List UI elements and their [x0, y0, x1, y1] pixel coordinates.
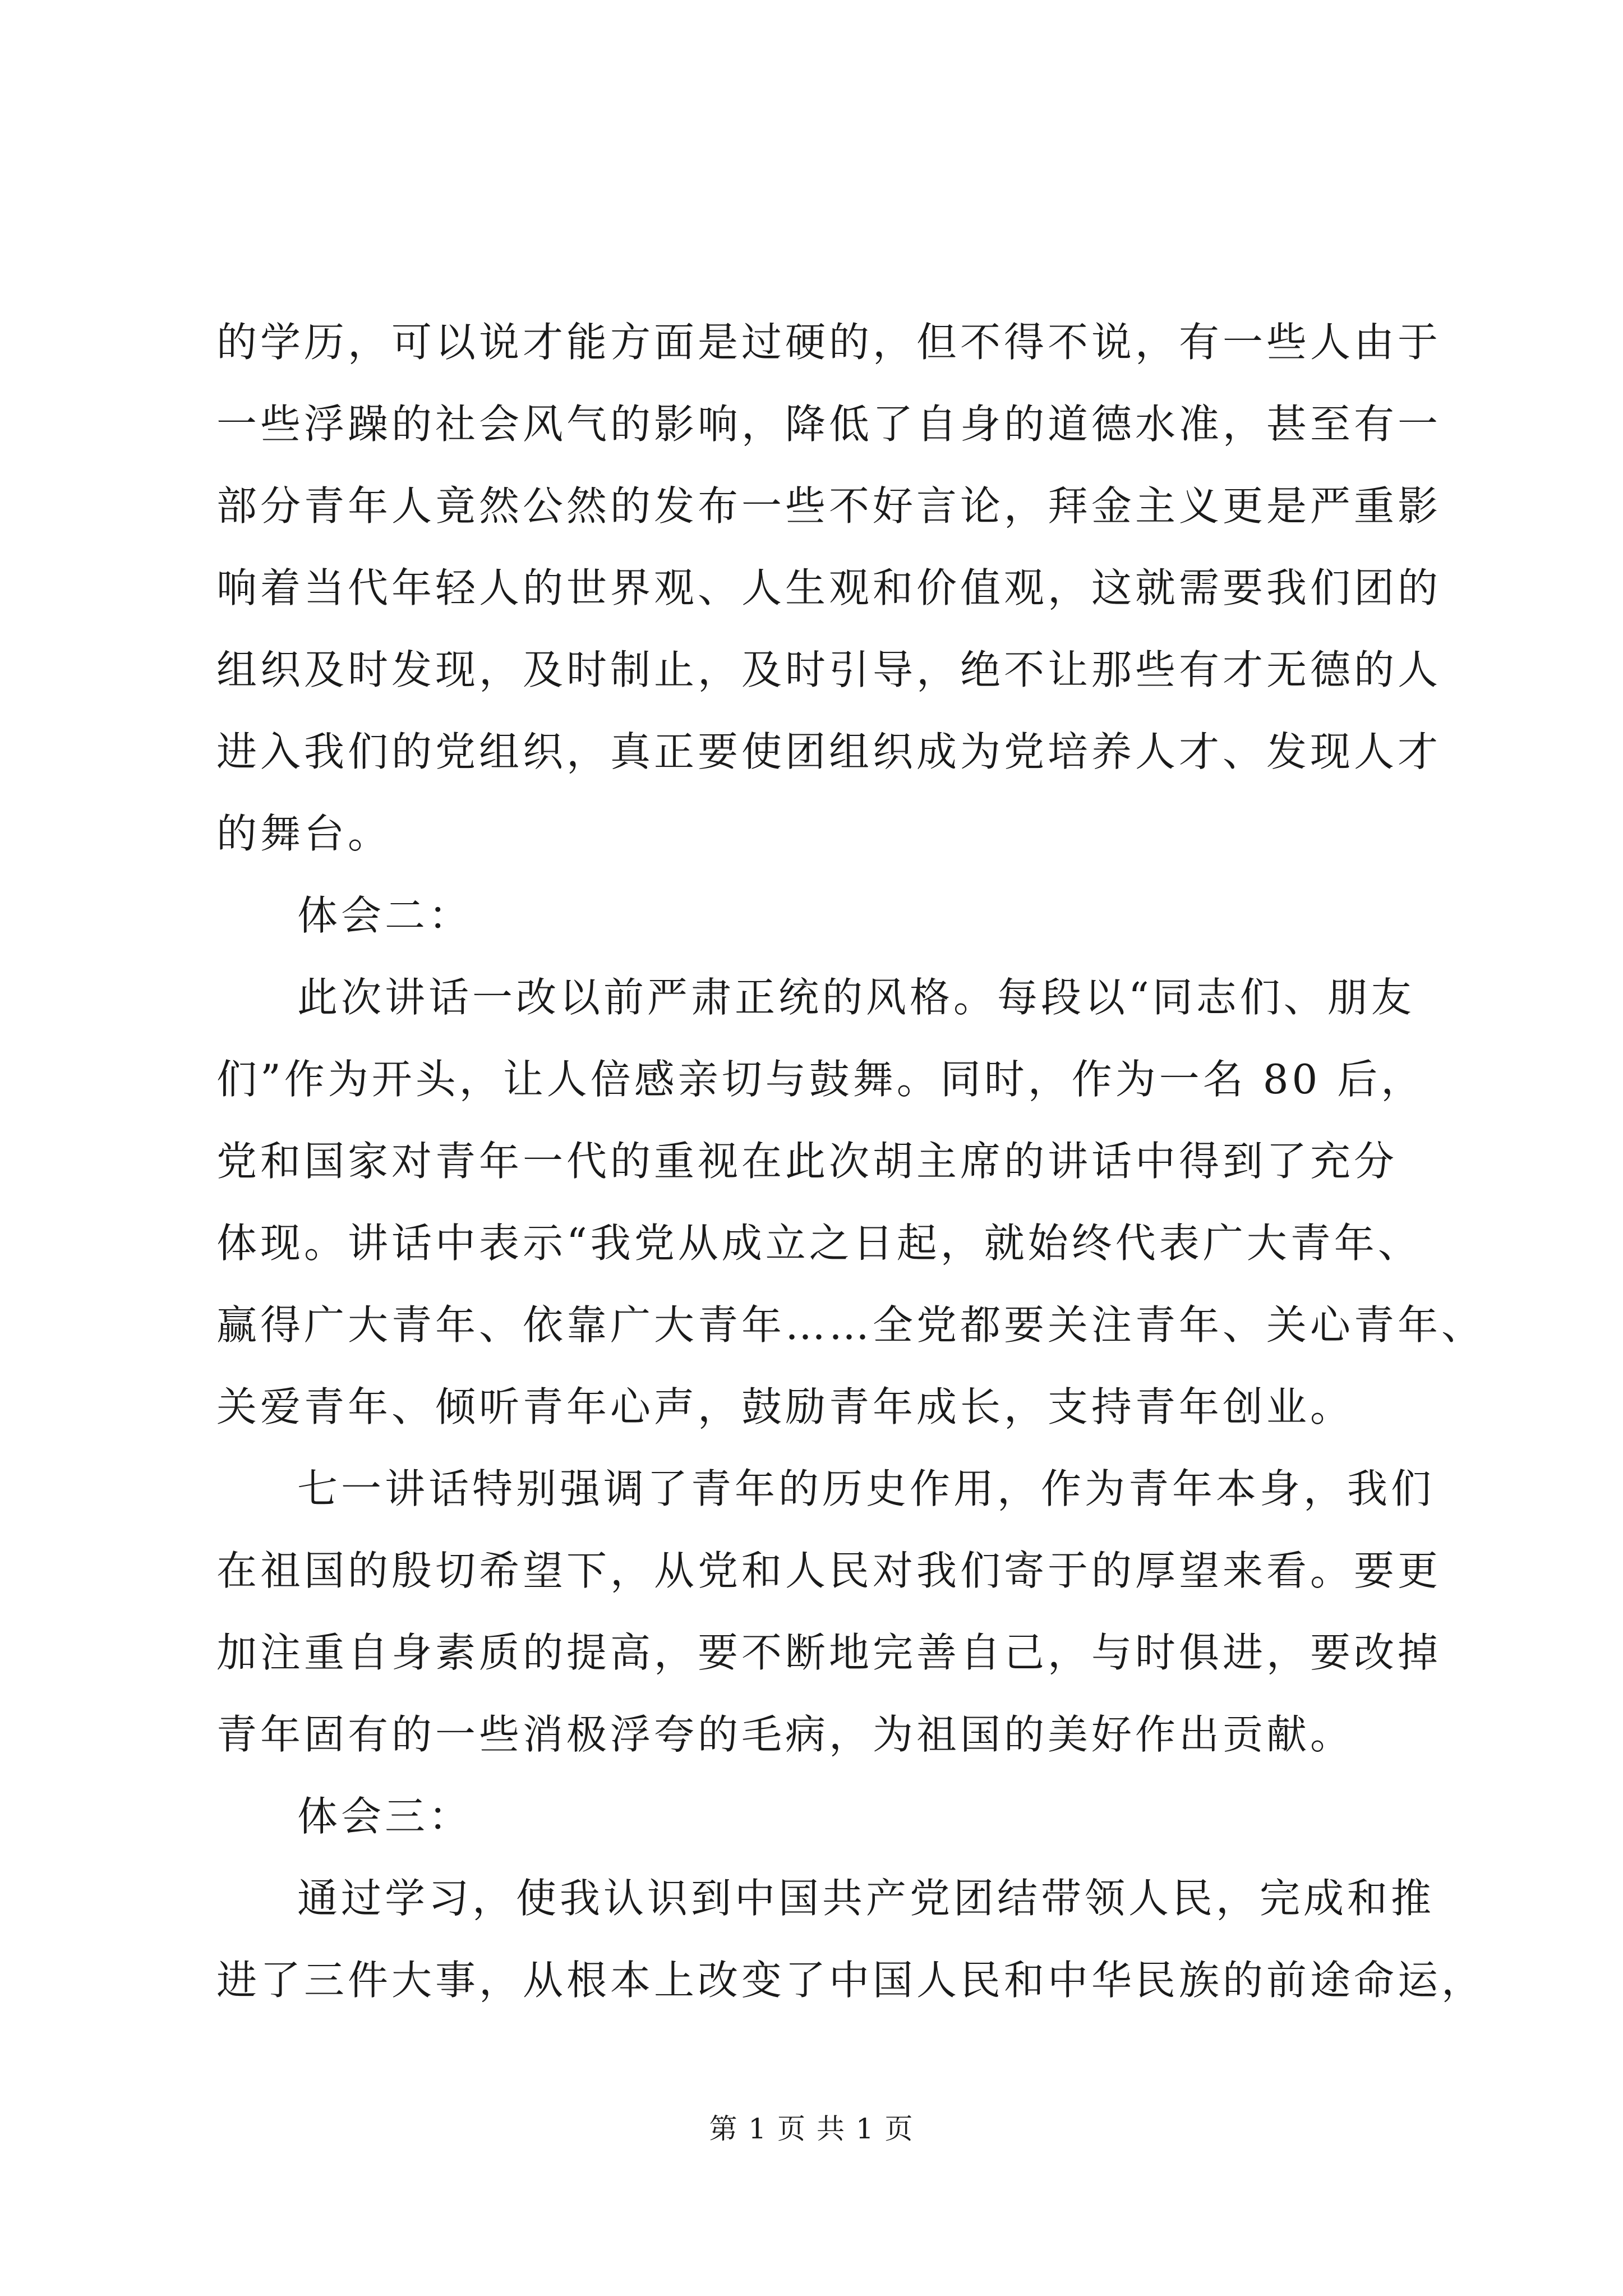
text-line: 响着当代年轻人的世界观、人生观和价值观，这就需要我们团的 — [216, 564, 1442, 611]
text-line: 部分青年人竟然公然的发布一些不好言论，拜金主义更是严重影 — [216, 482, 1442, 530]
text-line: 七一讲话特别强调了青年的历史作用，作为青年本身，我们 — [297, 1465, 1435, 1512]
text-line: 的舞台。 — [216, 810, 392, 857]
text-line: 的学历，可以说才能方面是过硬的，但不得不说，有一些人由于 — [216, 319, 1442, 366]
text-line: 们”作为开头，让人倍感亲切与鼓舞。同时，作为一名 80 后， — [216, 1056, 1425, 1103]
text-line: 组织及时发现，及时制止，及时引导，绝不让那些有才无德的人 — [216, 646, 1442, 693]
section-heading: 体会三： — [297, 1793, 473, 1840]
text-line: 体现。讲话中表示“我党从成立之日起，就始终代表广大青年、 — [216, 1220, 1422, 1267]
text-line: 赢得广大青年、依靠广大青年……全党都要关注青年、关心青年、 — [216, 1301, 1486, 1349]
text-line: 进了三件大事，从根本上改变了中国人民和中华民族的前途命运， — [216, 1957, 1486, 2004]
text-line: 青年固有的一些消极浮夸的毛病，为祖国的美好作出贡献。 — [216, 1711, 1354, 1758]
text-line: 在祖国的殷切希望下，从党和人民对我们寄于的厚望来看。要更 — [216, 1547, 1442, 1594]
text-line: 关爱青年、倾听青年心声，鼓励青年成长，支持青年创业。 — [216, 1383, 1354, 1430]
text-line: 党和国家对青年一代的重视在此次胡主席的讲话中得到了充分 — [216, 1138, 1398, 1185]
page-number-footer: 第 1 页 共 1 页 — [709, 2113, 914, 2145]
section-heading: 体会二： — [297, 892, 473, 939]
text-line: 通过学习，使我认识到中国共产党团结带领人民，完成和推 — [297, 1875, 1435, 1922]
text-line: 此次讲话一改以前严肃正统的风格。每段以“同志们、朋友 — [297, 974, 1415, 1021]
text-line: 一些浮躁的社会风气的影响，降低了自身的道德水准，甚至有一 — [216, 401, 1442, 448]
text-line: 进入我们的党组织，真正要使团组织成为党培养人才、发现人才 — [216, 728, 1442, 775]
text-line: 加注重自身素质的提高，要不断地完善自己，与时俱进，要改掉 — [216, 1629, 1442, 1676]
